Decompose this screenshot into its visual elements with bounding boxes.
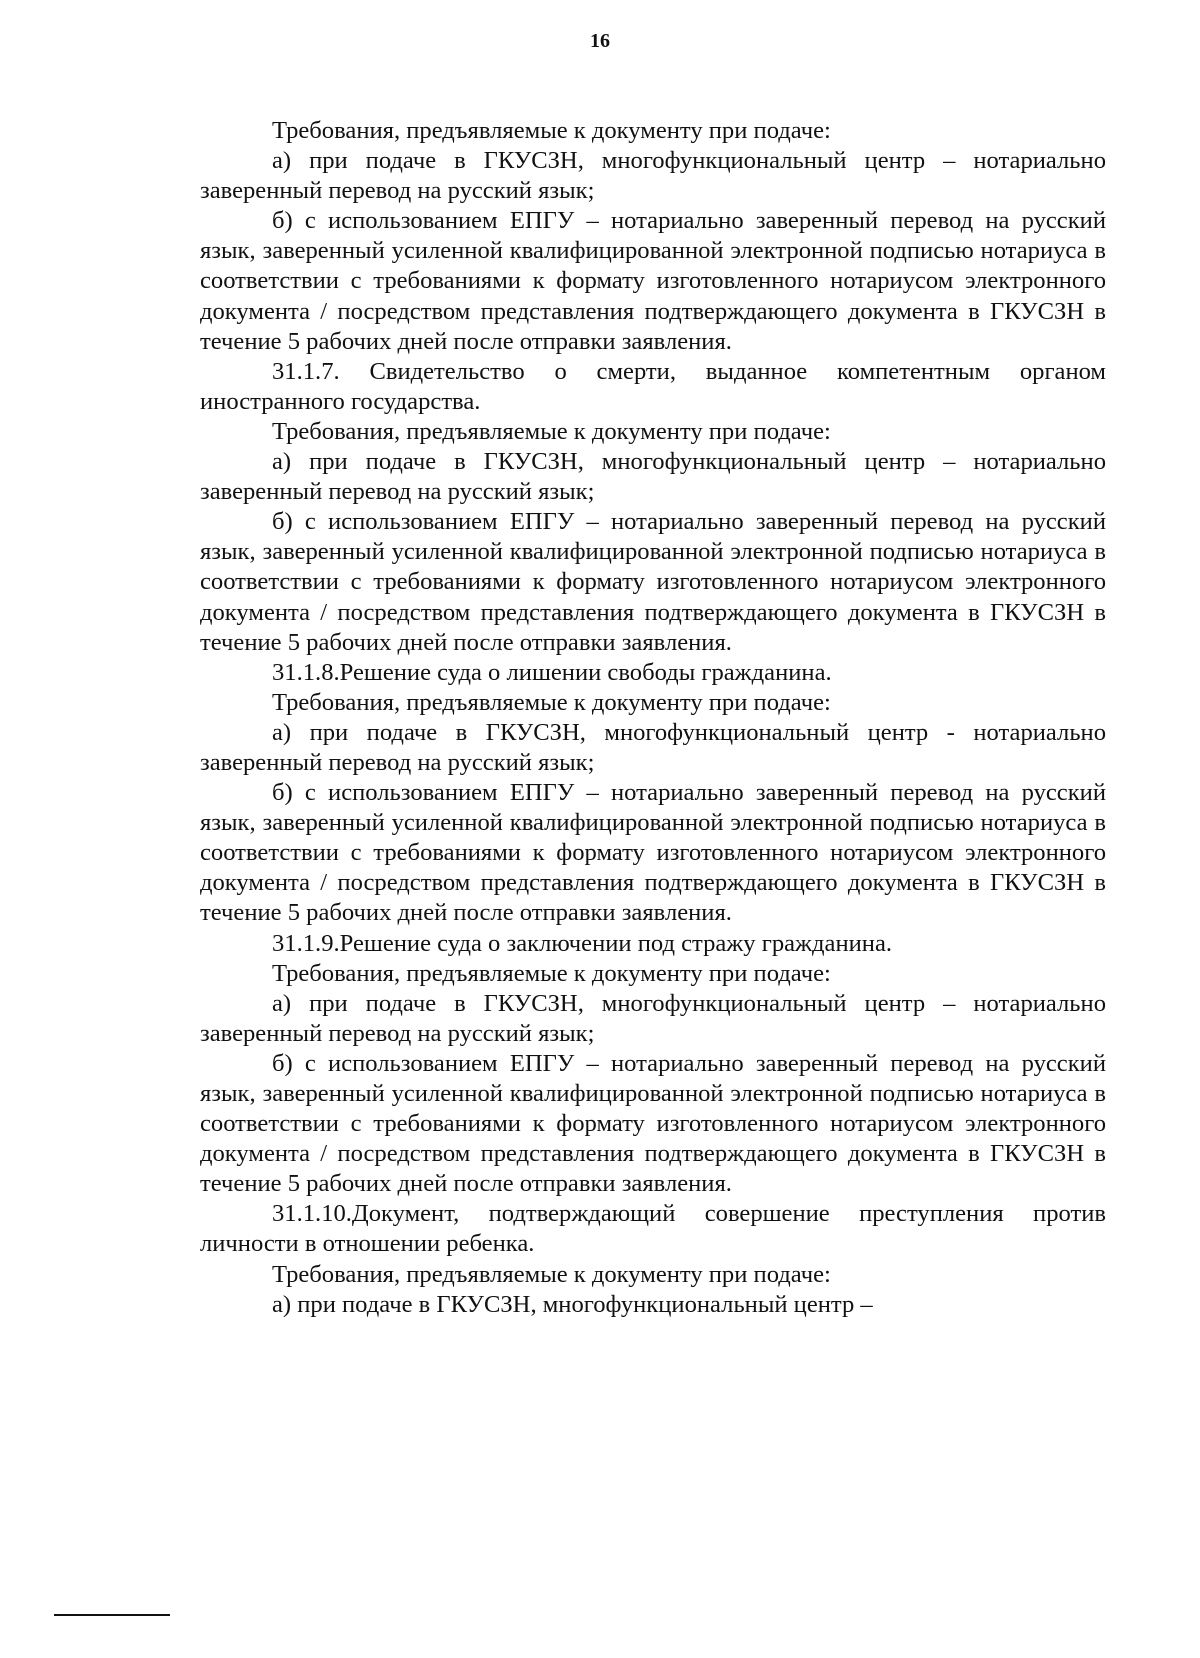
paragraph-item-b: б) с использованием ЕПГУ – нотариально заверенный перевод на русский язык, заверенный усиленной квалифицированной электронной подписью нотариуса в соответствии с требованиями к формату изготовленного нотариусом электронного документа / посредством представления подтверждающего документа в ГКУСЗН в течение 5 рабочих дней после отправки заявления.: [200, 508, 1106, 656]
paragraph-item-a: а) при подаче в ГКУСЗН, многофункциональный центр – нотариально заверенный перевод на русский язык;: [200, 989, 1106, 1047]
paragraph-requirements-heading: Требования, предъявляемые к документу при подаче:: [272, 417, 831, 445]
paragraph-requirements-heading: Требования, предъявляемые к документу при подаче:: [272, 117, 831, 144]
paragraph-item-a: а) при подаче в ГКУСЗН, многофункциональный центр –: [272, 1290, 873, 1318]
paragraph-requirements-heading: Требования, предъявляемые к документу при подаче:: [272, 688, 831, 716]
paragraph-section-31-1-8: 31.1.8.Решение суда о лишении свободы гражданина.: [272, 658, 832, 686]
paragraph-item-a: а) при подаче в ГКУСЗН, многофункциональный центр - нотариально заверенный перевод на русский язык;: [200, 718, 1106, 776]
paragraph-section-31-1-9: 31.1.9.Решение суда о заключении под стражу гражданина.: [272, 929, 893, 957]
footnote-separator: [54, 1614, 170, 1616]
paragraph-section-31-1-10: 31.1.10.Документ, подтверждающий совершение преступления против личности в отношении ребенка.: [200, 1200, 1106, 1258]
paragraph-requirements-heading: Требования, предъявляемые к документу при подаче:: [272, 1260, 831, 1288]
paragraph-item-b: б) с использованием ЕПГУ – нотариально заверенный перевод на русский язык, заверенный усиленной квалифицированной электронной подписью нотариуса в соответствии с требованиями к формату изготовленного нотариусом электронного документа / посредством представления подтверждающего документа в ГКУСЗН в течение 5 рабочих дней после отправки заявления.: [200, 779, 1106, 927]
document-body: [200, 116, 1106, 1320]
paragraph-item-a: а) при подаче в ГКУСЗН, многофункциональный центр – нотариально заверенный перевод на русский язык;: [200, 448, 1106, 506]
paragraph-section-31-1-7: 31.1.7. Свидетельство о смерти, выданное компетентным органом иностранного государства.: [200, 357, 1106, 415]
paragraph-item-a: а) при подаче в ГКУСЗН, многофункциональный центр – нотариально заверенный перевод на русский язык;: [200, 147, 1106, 205]
page-number: 16: [590, 30, 610, 52]
paragraph-item-b: б) с использованием ЕПГУ – нотариально заверенный перевод на русский язык, заверенный усиленной квалифицированной электронной подписью нотариуса в соответствии с требованиями к формату изготовленного нотариусом электронного документа / посредством представления подтверждающего документа в ГКУСЗН в течение 5 рабочих дней после отправки заявления.: [200, 207, 1106, 355]
paragraph-item-b: б) с использованием ЕПГУ – нотариально заверенный перевод на русский язык, заверенный усиленной квалифицированной электронной подписью нотариуса в соответствии с требованиями к формату изготовленного нотариусом электронного документа / посредством представления подтверждающего документа в ГКУСЗН в течение 5 рабочих дней после отправки заявления.: [200, 1049, 1106, 1198]
paragraph-requirements-heading: Требования, предъявляемые к документу при подаче:: [272, 959, 831, 987]
